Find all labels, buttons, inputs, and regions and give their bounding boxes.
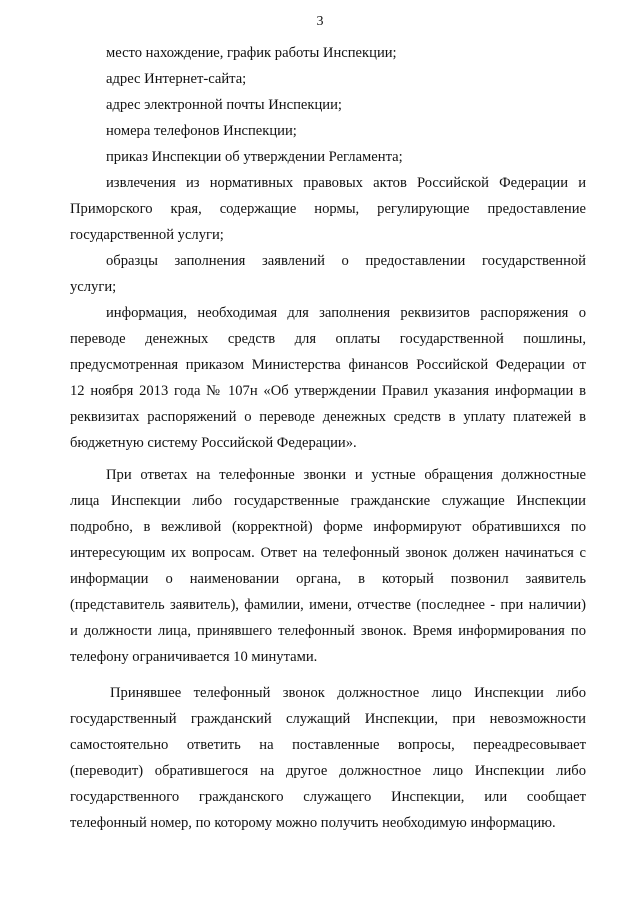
list-item-email: адрес электронной почты Инспекции; <box>106 97 342 113</box>
text-line: лица Инспекции либо государственные гражданские служащие Инспекции <box>70 493 586 509</box>
text-line: государственный гражданский служащий Инспекции, при невозможности <box>70 711 586 727</box>
text-line: телефону ограничивается 10 минутами. <box>70 649 318 665</box>
text-line: подробно, в вежливой (корректной) форме информируют обратившихся по <box>70 519 586 535</box>
document-body <box>70 40 586 836</box>
text-line: При ответах на телефонные звонки и устные обращения должностные <box>106 467 586 483</box>
text-line: государственного гражданского служащего Инспекции, или сообщает <box>70 789 586 805</box>
text-line: Принявшее телефонный звонок должностное лицо Инспекции либо <box>110 685 586 701</box>
text-line: реквизитах распоряжений о переводе денежных средств в уплату платежей в <box>70 409 586 425</box>
paragraph-redirect <box>70 680 586 836</box>
text-line: услуги; <box>70 279 117 295</box>
list-item-payment-info <box>70 300 586 456</box>
text-line: образцы заполнения заявлений о предоставлении государственной <box>106 253 586 269</box>
list-item-website: адрес Интернет-сайта; <box>106 71 247 87</box>
text-line: извлечения из нормативных правовых актов Российской Федерации и <box>106 175 586 191</box>
list-item-extracts <box>70 170 586 248</box>
text-line: информация, необходимая для заполнения реквизитов распоряжения о <box>106 305 586 321</box>
text-line: интересующим их вопросам. Ответ на телефонный звонок должен начинаться с <box>70 545 586 561</box>
list-item-location: место нахождение, график работы Инспекции; <box>106 45 397 61</box>
text-line: (переводит) обратившегося на другое должностное лицо Инспекции либо <box>70 763 586 779</box>
page-number: 3 <box>316 14 324 29</box>
text-line: и должности лица, принявшего телефонный звонок. Время информирования по <box>70 623 586 639</box>
text-line: бюджетную систему Российской Федерации». <box>70 435 357 451</box>
list-item-samples <box>70 248 586 300</box>
text-line: переводе денежных средств для оплаты государственной пошлины, <box>70 331 586 347</box>
list-item-order: приказ Инспекции об утверждении Регламента; <box>106 149 403 165</box>
text-line: информации о наименовании органа, в который позвонил заявитель <box>70 571 586 587</box>
text-line: 12 ноября 2013 года № 107н «Об утверждении Правил указания информации в <box>70 383 586 399</box>
text-line: (представитель заявитель), фамилии, имени, отчестве (последнее - при наличии) <box>70 597 586 613</box>
text-line: самостоятельно ответить на поставленные вопросы, переадресовывает <box>70 737 586 753</box>
text-line: телефонный номер, по которому можно получить необходимую информацию. <box>70 815 556 831</box>
list-item-phones: номера телефонов Инспекции; <box>106 123 297 139</box>
text-line: предусмотренная приказом Министерства финансов Российской Федерации от <box>70 357 586 373</box>
text-line: государственной услуги; <box>70 227 224 243</box>
paragraph-phone-calls <box>70 462 586 670</box>
text-line: Приморского края, содержащие нормы, регулирующие предоставление <box>70 201 586 217</box>
